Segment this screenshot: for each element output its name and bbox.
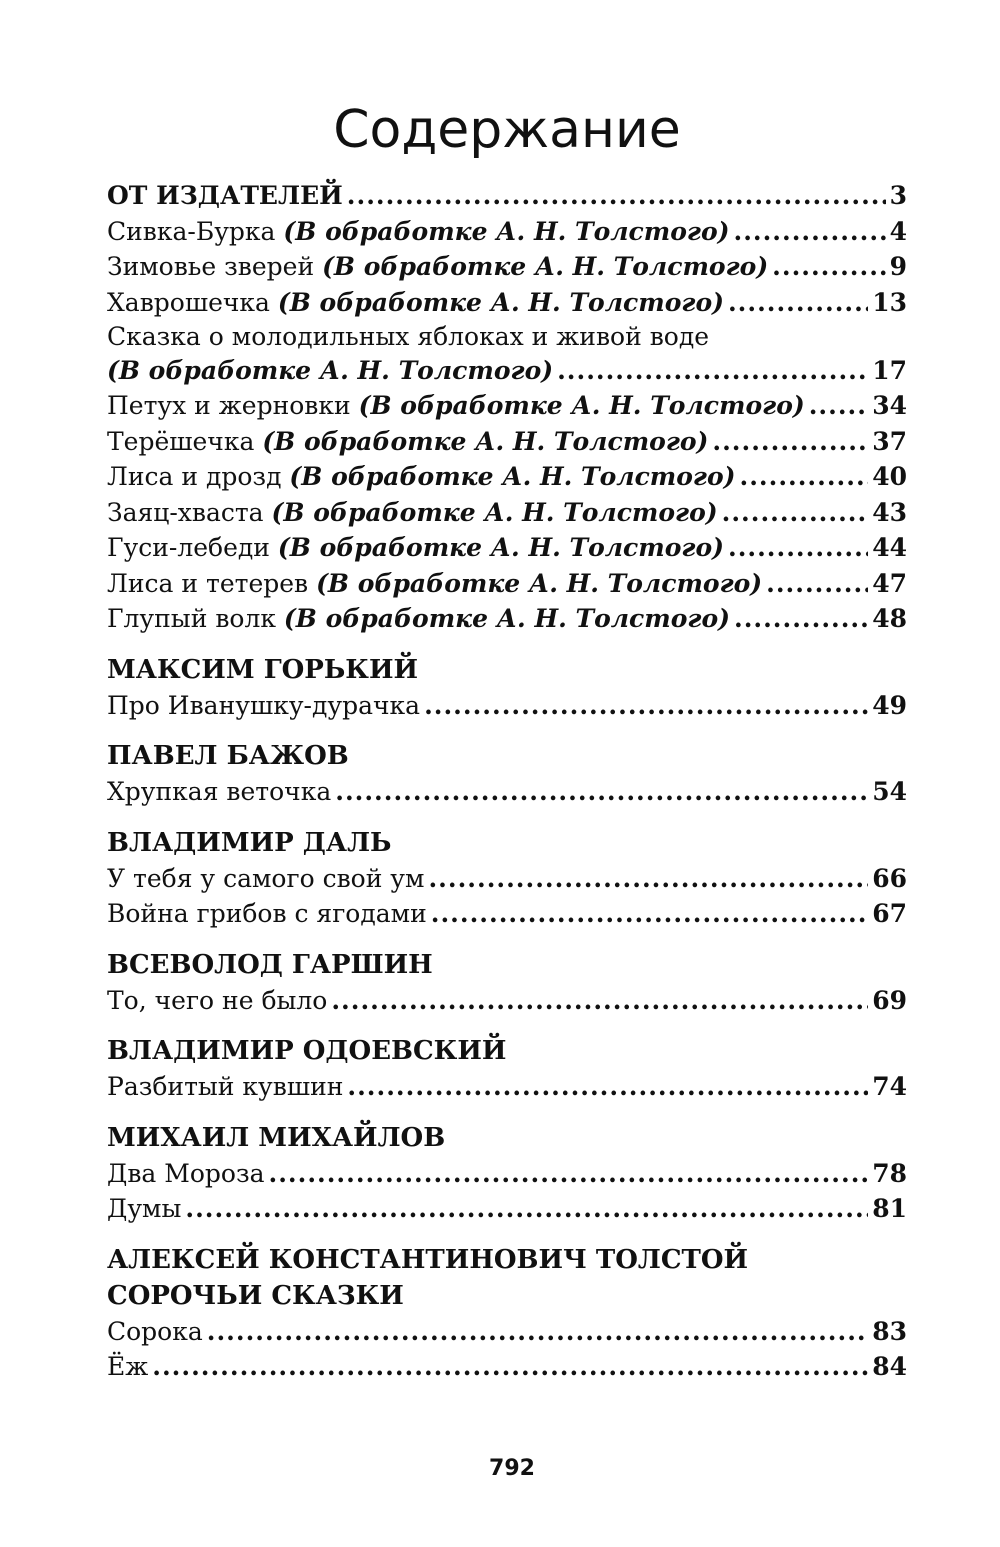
toc-entry-page: 66 (872, 863, 907, 893)
toc-entry-title: Терёшечка (В обработке А. Н. Толстого) (107, 426, 709, 456)
toc-entry-page: 81 (872, 1194, 907, 1223)
toc-entry (107, 1314, 907, 1350)
toc-entry-page: 74 (872, 1072, 907, 1101)
dot-leader (557, 354, 868, 388)
toc-entry-page: 34 (872, 391, 907, 420)
dot-leader (722, 495, 869, 531)
toc-entry-page: 3 (889, 181, 907, 210)
table-of-contents (107, 178, 907, 1385)
dot-leader (331, 983, 868, 1019)
toc-entry (107, 388, 907, 424)
toc-entry (107, 983, 907, 1019)
toc-entry-page: 17 (872, 356, 907, 385)
toc-entry-title: Ёж (107, 1352, 149, 1381)
dot-leader (712, 424, 868, 460)
toc-entry (107, 495, 907, 531)
toc-entry-title: Глупый волк (В обработке А. Н. Толстого) (107, 604, 730, 633)
author-heading: АЛЕКСЕЙ КОНСТАНТИНОВИЧ ТОЛСТОЙ (107, 1244, 749, 1275)
toc-entry-page: 4 (889, 216, 907, 246)
dot-leader (734, 601, 868, 637)
toc-entry-title: Петух и жерновки (В обработке А. Н. Толстого) (107, 391, 805, 420)
toc-entry-title: Гуси-лебеди (В обработке А. Н. Толстого) (107, 533, 724, 562)
dot-leader (335, 774, 868, 810)
toc-entry-page: 78 (872, 1158, 907, 1188)
toc-entry-title: Про Иванушку-дурачка (107, 690, 421, 720)
toc-entry-page: 13 (872, 287, 907, 317)
toc-entry-page: 54 (872, 777, 907, 806)
toc-entry (107, 601, 907, 637)
page-title: Содержание (333, 100, 681, 160)
toc-entry-title: Сивка-Бурка (В обработке А. Н. Толстого) (107, 216, 730, 246)
toc-entry (107, 178, 907, 214)
toc-entry-title: Заяц-хваста (В обработке А. Н. Толстого) (107, 497, 718, 527)
dot-leader (740, 459, 869, 495)
toc-entry-title: Сказка о молодильных яблоках и живой воде (107, 322, 710, 351)
section-heading: СОРОЧЬИ СКАЗКИ (107, 1280, 404, 1311)
toc-entry-page: 44 (872, 533, 907, 562)
toc-entry-title: Думы (107, 1194, 182, 1223)
dot-leader (185, 1191, 868, 1227)
toc-entry (107, 424, 907, 460)
toc-entry (107, 1069, 907, 1105)
toc-entry-title: Зимовье зверей (В обработке А. Н. Толстого) (107, 252, 769, 281)
toc-entry-subtitle: (В обработке А. Н. Толстого) (107, 356, 554, 385)
toc-entry (107, 1349, 907, 1385)
toc-entry (107, 530, 907, 566)
dot-leader (772, 249, 885, 285)
dot-leader (733, 214, 885, 250)
toc-entry-title: ОТ ИЗДАТЕЛЕЙ (107, 181, 343, 210)
toc-entry-title: Разбитый кувшин (107, 1072, 344, 1101)
dot-leader (809, 388, 869, 424)
toc-entry-page: 49 (872, 690, 907, 720)
toc-entry (107, 285, 907, 321)
toc-entry-title: Два Мороза (107, 1158, 265, 1188)
dot-leader (428, 861, 868, 897)
author-heading: МИХАИЛ МИХАЙЛОВ (107, 1122, 446, 1153)
toc-entry (107, 214, 907, 250)
dot-leader (152, 1349, 868, 1385)
dot-leader (728, 530, 868, 566)
toc-entry-title: Хаврошечка (В обработке А. Н. Толстого) (107, 287, 724, 317)
toc-entry-title: Сорока (107, 1316, 203, 1346)
dot-leader (207, 1314, 868, 1350)
toc-entry-page: 37 (872, 426, 907, 456)
toc-entry (107, 688, 907, 724)
toc-entry (107, 896, 907, 932)
toc-entry (107, 566, 907, 602)
toc-entry-page: 84 (872, 1352, 907, 1381)
toc-entry-page: 40 (872, 462, 907, 491)
toc-entry-page: 48 (872, 604, 907, 633)
toc-entry (107, 1191, 907, 1227)
toc-entry (107, 354, 907, 388)
dot-leader (424, 688, 868, 724)
toc-entry (107, 1156, 907, 1192)
toc-entry-title: То, чего не было (107, 985, 328, 1015)
toc-entry-title: Война грибов с ягодами (107, 899, 427, 928)
toc-entry-page: 83 (872, 1316, 907, 1346)
toc-entry (107, 774, 907, 810)
toc-entry (107, 459, 907, 495)
toc-entry-title: У тебя у самого свой ум (107, 863, 425, 893)
toc-entry-page: 9 (889, 252, 907, 281)
toc-entry-title-line (107, 320, 907, 354)
dot-leader (766, 566, 868, 602)
dot-leader (269, 1156, 869, 1192)
author-heading: ВЛАДИМИР ДАЛЬ (107, 827, 392, 858)
dot-leader (728, 285, 868, 321)
toc-entry-page: 43 (872, 497, 907, 527)
author-heading: ПАВЕЛ БАЖОВ (107, 741, 349, 771)
toc-entry-title: Лиса и дрозд (В обработке А. Н. Толстого) (107, 462, 736, 491)
page-number: 792 (489, 1456, 535, 1481)
toc-entry (107, 249, 907, 285)
toc-entry-title: Хрупкая веточка (107, 777, 332, 806)
dot-leader (431, 896, 868, 932)
toc-entry-page: 69 (872, 985, 907, 1015)
toc-entry-title: Лиса и тетерев (В обработке А. Н. Толстого) (107, 568, 763, 598)
author-heading: ВСЕВОЛОД ГАРШИН (107, 949, 433, 980)
author-heading: МАКСИМ ГОРЬКИЙ (107, 654, 419, 685)
toc-entry (107, 861, 907, 897)
author-heading: ВЛАДИМИР ОДОЕВСКИЙ (107, 1036, 507, 1066)
toc-entry-page: 67 (872, 899, 907, 928)
toc-entry-page: 47 (872, 568, 907, 598)
dot-leader (347, 178, 886, 214)
dot-leader (347, 1069, 868, 1105)
